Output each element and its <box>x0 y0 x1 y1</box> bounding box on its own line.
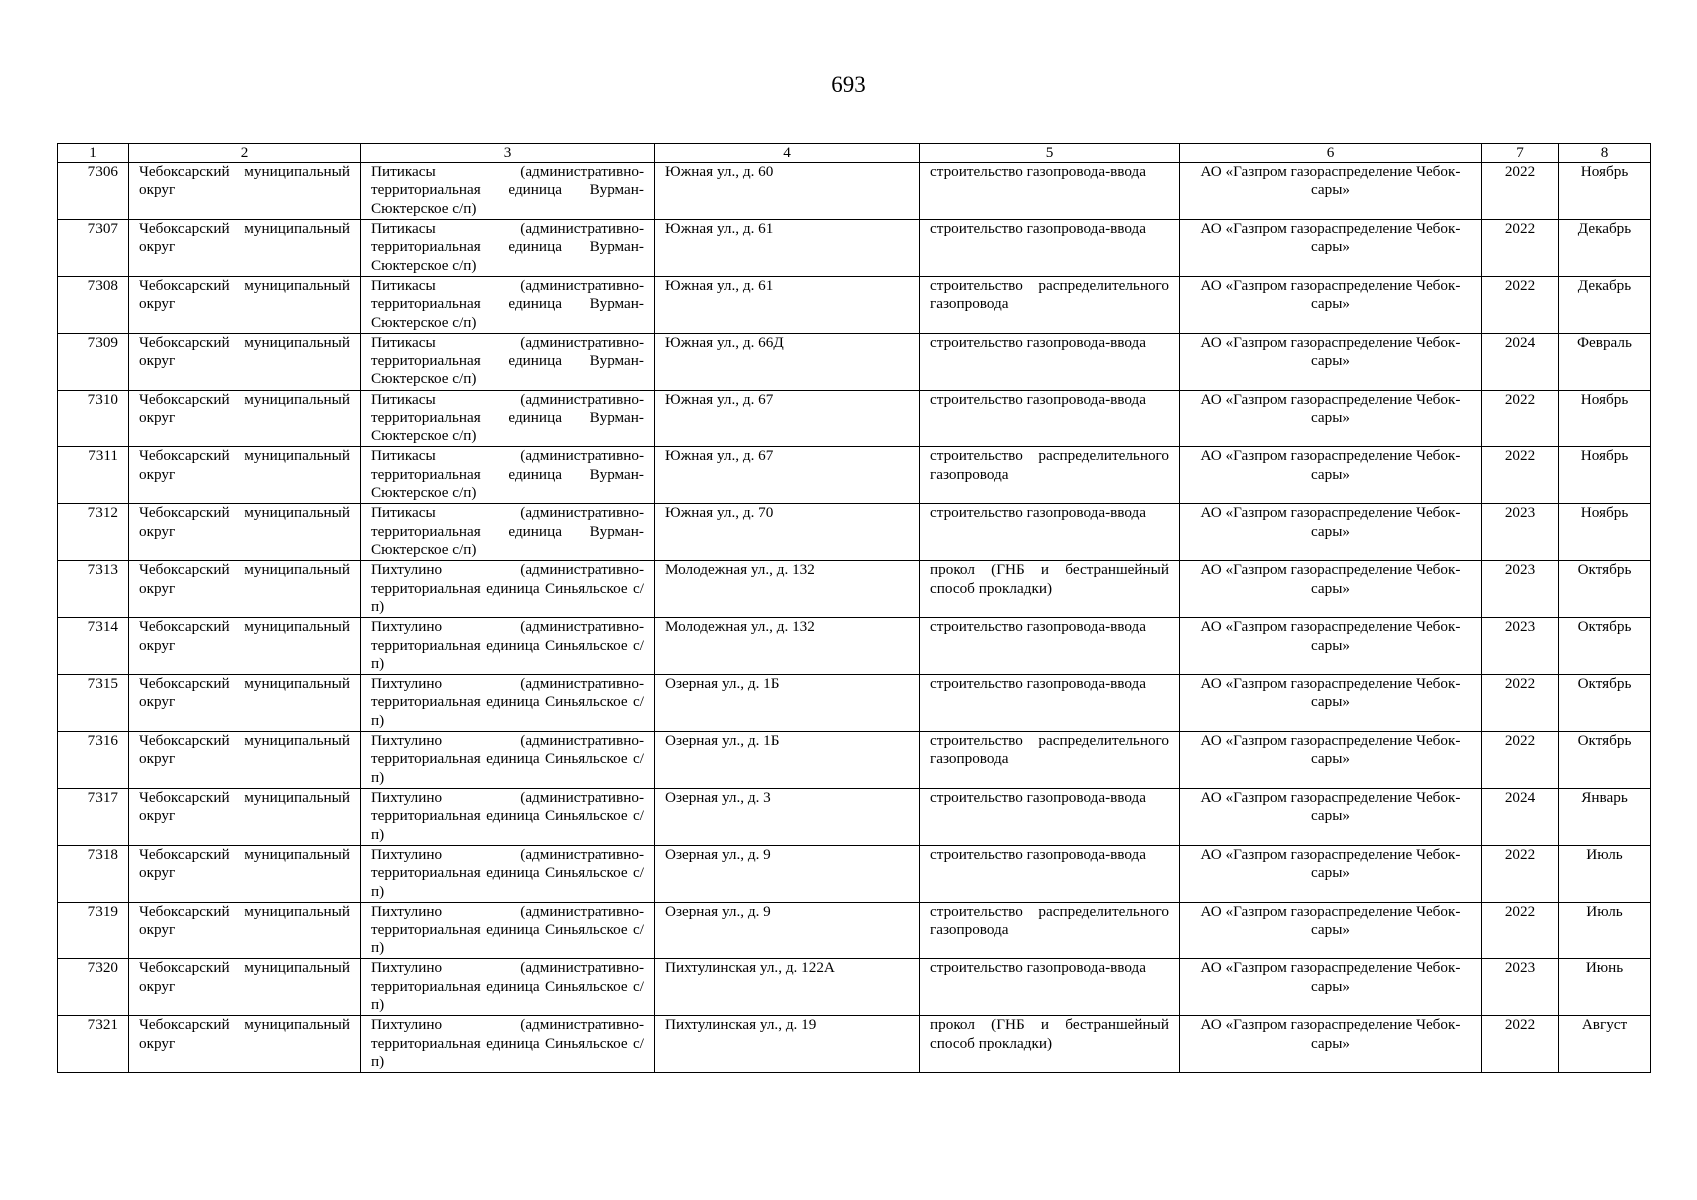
organization-cell: АО «Газпром газораспределение Чебоксары» <box>1180 390 1482 447</box>
organization-cell: АО «Газпром газораспределение Чебоксары» <box>1180 333 1482 390</box>
table-row <box>58 675 1651 732</box>
month-cell: Октябрь <box>1559 731 1651 788</box>
month-cell: Декабрь <box>1559 276 1651 333</box>
work-type-cell: строительство распределительного газопровода <box>920 731 1180 788</box>
work-type-cell: строительство газопровода-ввода <box>920 219 1180 276</box>
table-row <box>58 276 1651 333</box>
column-header: 1 <box>58 144 129 163</box>
row-number: 7313 <box>58 561 129 618</box>
address-cell: Озерная ул., д. 9 <box>655 845 920 902</box>
work-type-cell: строительство газопровода-ввода <box>920 788 1180 845</box>
organization-cell: АО «Газпром газораспределение Чебоксары» <box>1180 163 1482 220</box>
gas-pipeline-schedule-table <box>57 143 1651 1073</box>
row-number: 7307 <box>58 219 129 276</box>
work-type-cell: прокол (ГНБ и бестраншейный способ прокладки) <box>920 561 1180 618</box>
row-number: 7309 <box>58 333 129 390</box>
district-cell: Чебоксарский муниципальный округ <box>129 1016 361 1073</box>
settlement-cell: Питикасы (административно-территориальная единица Вурман-Сюктерское с/п) <box>361 447 655 504</box>
month-cell: Июнь <box>1559 959 1651 1016</box>
table-row <box>58 219 1651 276</box>
row-number: 7310 <box>58 390 129 447</box>
row-number: 7308 <box>58 276 129 333</box>
settlement-cell: Питикасы (административно-территориальная единица Вурман-Сюктерское с/п) <box>361 504 655 561</box>
work-type-cell: строительство распределительного газопровода <box>920 902 1180 959</box>
row-number: 7318 <box>58 845 129 902</box>
table-row <box>58 1016 1651 1073</box>
table-row <box>58 788 1651 845</box>
settlement-cell: Питикасы (административно-территориальная единица Вурман-Сюктерское с/п) <box>361 219 655 276</box>
month-cell: Июль <box>1559 845 1651 902</box>
month-cell: Ноябрь <box>1559 504 1651 561</box>
column-header: 4 <box>655 144 920 163</box>
organization-cell: АО «Газпром газораспределение Чебоксары» <box>1180 504 1482 561</box>
district-cell: Чебоксарский муниципальный округ <box>129 731 361 788</box>
work-type-cell: строительство газопровода-ввода <box>920 333 1180 390</box>
settlement-cell: Пихтулино (административно-территориальная единица Синьяльское с/п) <box>361 731 655 788</box>
settlement-cell: Пихтулино (административно-территориальная единица Синьяльское с/п) <box>361 845 655 902</box>
month-cell: Июль <box>1559 902 1651 959</box>
organization-cell: АО «Газпром газораспределение Чебоксары» <box>1180 447 1482 504</box>
column-header: 7 <box>1482 144 1559 163</box>
organization-cell: АО «Газпром газораспределение Чебоксары» <box>1180 902 1482 959</box>
year-cell: 2022 <box>1482 447 1559 504</box>
address-cell: Южная ул., д. 61 <box>655 276 920 333</box>
year-cell: 2022 <box>1482 675 1559 732</box>
table-row <box>58 504 1651 561</box>
table-row <box>58 333 1651 390</box>
month-cell: Ноябрь <box>1559 163 1651 220</box>
district-cell: Чебоксарский муниципальный округ <box>129 959 361 1016</box>
year-cell: 2022 <box>1482 1016 1559 1073</box>
row-number: 7314 <box>58 618 129 675</box>
year-cell: 2022 <box>1482 276 1559 333</box>
table-row <box>58 618 1651 675</box>
work-type-cell: строительство распределительного газопровода <box>920 447 1180 504</box>
organization-cell: АО «Газпром газораспределение Чебоксары» <box>1180 1016 1482 1073</box>
district-cell: Чебоксарский муниципальный округ <box>129 675 361 732</box>
work-type-cell: строительство газопровода-ввода <box>920 163 1180 220</box>
month-cell: Октябрь <box>1559 561 1651 618</box>
year-cell: 2023 <box>1482 959 1559 1016</box>
column-header: 3 <box>361 144 655 163</box>
district-cell: Чебоксарский муниципальный округ <box>129 276 361 333</box>
row-number: 7312 <box>58 504 129 561</box>
settlement-cell: Пихтулино (административно-территориальная единица Синьяльское с/п) <box>361 1016 655 1073</box>
district-cell: Чебоксарский муниципальный округ <box>129 333 361 390</box>
row-number: 7317 <box>58 788 129 845</box>
settlement-cell: Пихтулино (административно-территориальная единица Синьяльское с/п) <box>361 959 655 1016</box>
row-number: 7321 <box>58 1016 129 1073</box>
work-type-cell: прокол (ГНБ и бестраншейный способ прокладки) <box>920 1016 1180 1073</box>
month-cell: Ноябрь <box>1559 447 1651 504</box>
district-cell: Чебоксарский муниципальный округ <box>129 447 361 504</box>
year-cell: 2024 <box>1482 788 1559 845</box>
row-number: 7311 <box>58 447 129 504</box>
column-number-header-row <box>58 144 1651 163</box>
column-header: 2 <box>129 144 361 163</box>
address-cell: Пихтулинская ул., д. 122А <box>655 959 920 1016</box>
work-type-cell: строительство газопровода-ввода <box>920 675 1180 732</box>
address-cell: Южная ул., д. 67 <box>655 390 920 447</box>
address-cell: Южная ул., д. 70 <box>655 504 920 561</box>
address-cell: Молодежная ул., д. 132 <box>655 618 920 675</box>
settlement-cell: Питикасы (административно-территориальная единица Вурман-Сюктерское с/п) <box>361 390 655 447</box>
organization-cell: АО «Газпром газораспределение Чебоксары» <box>1180 219 1482 276</box>
table-row <box>58 845 1651 902</box>
district-cell: Чебоксарский муниципальный округ <box>129 504 361 561</box>
district-cell: Чебоксарский муниципальный округ <box>129 902 361 959</box>
district-cell: Чебоксарский муниципальный округ <box>129 845 361 902</box>
district-cell: Чебоксарский муниципальный округ <box>129 561 361 618</box>
page-number: 693 <box>831 72 866 97</box>
column-header: 8 <box>1559 144 1651 163</box>
address-cell: Южная ул., д. 67 <box>655 447 920 504</box>
month-cell: Октябрь <box>1559 618 1651 675</box>
address-cell: Пихтулинская ул., д. 19 <box>655 1016 920 1073</box>
address-cell: Южная ул., д. 61 <box>655 219 920 276</box>
row-number: 7316 <box>58 731 129 788</box>
work-type-cell: строительство газопровода-ввода <box>920 618 1180 675</box>
year-cell: 2023 <box>1482 504 1559 561</box>
month-cell: Август <box>1559 1016 1651 1073</box>
year-cell: 2024 <box>1482 333 1559 390</box>
organization-cell: АО «Газпром газораспределение Чебоксары» <box>1180 731 1482 788</box>
settlement-cell: Питикасы (административно-территориальная единица Вурман-Сюктерское с/п) <box>361 276 655 333</box>
year-cell: 2022 <box>1482 163 1559 220</box>
settlement-cell: Пихтулино (административно-территориальная единица Синьяльское с/п) <box>361 788 655 845</box>
address-cell: Южная ул., д. 66Д <box>655 333 920 390</box>
district-cell: Чебоксарский муниципальный округ <box>129 618 361 675</box>
organization-cell: АО «Газпром газораспределение Чебоксары» <box>1180 845 1482 902</box>
work-type-cell: строительство газопровода-ввода <box>920 959 1180 1016</box>
organization-cell: АО «Газпром газораспределение Чебоксары» <box>1180 276 1482 333</box>
month-cell: Ноябрь <box>1559 390 1651 447</box>
address-cell: Южная ул., д. 60 <box>655 163 920 220</box>
organization-cell: АО «Газпром газораспределение Чебоксары» <box>1180 561 1482 618</box>
settlement-cell: Пихтулино (административно-территориальная единица Синьяльское с/п) <box>361 675 655 732</box>
row-number: 7319 <box>58 902 129 959</box>
district-cell: Чебоксарский муниципальный округ <box>129 163 361 220</box>
organization-cell: АО «Газпром газораспределение Чебоксары» <box>1180 788 1482 845</box>
address-cell: Озерная ул., д. 1Б <box>655 731 920 788</box>
column-header: 5 <box>920 144 1180 163</box>
address-cell: Молодежная ул., д. 132 <box>655 561 920 618</box>
year-cell: 2022 <box>1482 902 1559 959</box>
month-cell: Январь <box>1559 788 1651 845</box>
address-cell: Озерная ул., д. 3 <box>655 788 920 845</box>
row-number: 7315 <box>58 675 129 732</box>
table-row <box>58 390 1651 447</box>
year-cell: 2022 <box>1482 219 1559 276</box>
month-cell: Октябрь <box>1559 675 1651 732</box>
settlement-cell: Пихтулино (административно-территориальная единица Синьяльское с/п) <box>361 618 655 675</box>
district-cell: Чебоксарский муниципальный округ <box>129 390 361 447</box>
address-cell: Озерная ул., д. 9 <box>655 902 920 959</box>
table-row <box>58 447 1651 504</box>
work-type-cell: строительство газопровода-ввода <box>920 504 1180 561</box>
year-cell: 2022 <box>1482 845 1559 902</box>
table-row <box>58 902 1651 959</box>
organization-cell: АО «Газпром газораспределение Чебоксары» <box>1180 618 1482 675</box>
settlement-cell: Питикасы (административно-территориальная единица Вурман-Сюктерское с/п) <box>361 163 655 220</box>
settlement-cell: Питикасы (административно-территориальная единица Вурман-Сюктерское с/п) <box>361 333 655 390</box>
organization-cell: АО «Газпром газораспределение Чебоксары» <box>1180 675 1482 732</box>
year-cell: 2023 <box>1482 561 1559 618</box>
row-number: 7306 <box>58 163 129 220</box>
year-cell: 2023 <box>1482 618 1559 675</box>
work-type-cell: строительство газопровода-ввода <box>920 390 1180 447</box>
row-number: 7320 <box>58 959 129 1016</box>
table-row <box>58 731 1651 788</box>
district-cell: Чебоксарский муниципальный округ <box>129 219 361 276</box>
column-header: 6 <box>1180 144 1482 163</box>
table-row <box>58 959 1651 1016</box>
work-type-cell: строительство распределительного газопровода <box>920 276 1180 333</box>
month-cell: Февраль <box>1559 333 1651 390</box>
address-cell: Озерная ул., д. 1Б <box>655 675 920 732</box>
work-type-cell: строительство газопровода-ввода <box>920 845 1180 902</box>
district-cell: Чебоксарский муниципальный округ <box>129 788 361 845</box>
year-cell: 2022 <box>1482 731 1559 788</box>
year-cell: 2022 <box>1482 390 1559 447</box>
month-cell: Декабрь <box>1559 219 1651 276</box>
organization-cell: АО «Газпром газораспределение Чебоксары» <box>1180 959 1482 1016</box>
settlement-cell: Пихтулино (административно-территориальная единица Синьяльское с/п) <box>361 902 655 959</box>
table-row <box>58 561 1651 618</box>
table-row <box>58 163 1651 220</box>
settlement-cell: Пихтулино (административно-территориальная единица Синьяльское с/п) <box>361 561 655 618</box>
